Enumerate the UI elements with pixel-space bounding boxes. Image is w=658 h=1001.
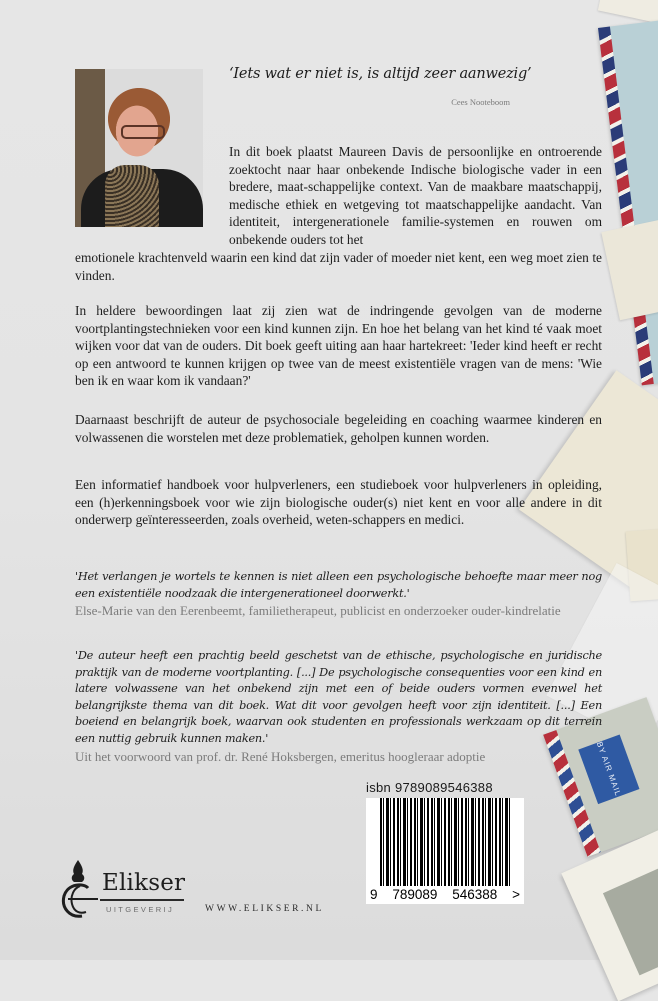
barcode-digit-group: > <box>512 887 520 902</box>
body-paragraph-4: Een informatief handboek voor hulpverleners, een studieboek voor hulpverleners in opleiding, een (h)erkenningsboek voor wie zijn biologische ouder(s) niet kent en voor alle andere in dit onderwerp geïnteresseerden, zoals overheid, weten-schappers en medici. <box>75 477 602 528</box>
isbn-barcode <box>366 798 524 904</box>
barcode-digits <box>369 887 521 902</box>
review-attribution: Uit het voorwoord van prof. dr. René Hoksbergen, emeritus hoogleraar adoptie <box>75 749 486 764</box>
publisher-logo-icon <box>58 858 98 922</box>
barcode-digit-group: 546388 <box>452 887 498 902</box>
publisher-website: WWW.ELIKSER.NL <box>205 904 324 914</box>
envelope-decoration <box>601 220 658 321</box>
publisher-name: Elikser <box>102 870 186 896</box>
motto-quote: ‘Iets wat er niet is, is altijd zeer aanwezig’ <box>229 66 532 82</box>
barcode-bars <box>380 798 512 886</box>
body-paragraph-1-continued: emotionele krachtenveld waarin een kind dat zijn vader of moeder niet kent, een weg moet zien te vinden. <box>75 250 602 283</box>
isbn-label: isbn 9789089546388 <box>366 780 493 795</box>
airmail-envelope-decoration <box>598 18 658 385</box>
review-quote: 'De auteur heeft een prachtig beeld geschetst van de ethische, psychologische en juridische praktijk van de moderne voortplanting. [...] De psychologische consequenties voor een kind en latere volwassene van het onbekend zijn met een of beide ouders vormen evenwel het belangrijkste thema van dit boek. Wat dit voor gevolgen heeft voor zijn identiteit. [...] Een boeiend en belangrijk boek, waarvan ook studenten en professionals werkzaam op dit terrein een nuttig gebruik kunnen maken.' <box>75 649 602 745</box>
author-photo-scarf <box>105 165 159 227</box>
author-photo <box>75 69 203 227</box>
airmail-stripes <box>598 27 654 386</box>
body-paragraph-3: Daarnaast beschrijft de auteur de psychosociale begeleiding en coaching waarmee kinderen en volwassenen die worstelen met deze problematiek, geholpen kunnen worden. <box>75 412 602 445</box>
photo-in-envelope <box>603 861 658 976</box>
author-photo-glasses <box>121 125 165 139</box>
review-quote: 'Het verlangen je wortels te kennen is niet alleen een psychologische behoefte maar meer nog een existentiële noodzaak die intergenerationeel doorwerkt.' <box>75 570 602 600</box>
body-paragraph-2: In heldere bewoordingen laat zij zien wat de indringende gevolgen van de moderne voortplantingstechnieken voor een kind kunnen zijn. En hoe het belang van het kind té vaak moet wijken voor dat van de ouders. Dit boek geeft uiting aan haar hartekreet: 'Ieder kind heeft er recht op een antwoord te kunnen krijgen op twee van de meest existentiële vragen van de mens: 'Wie ben ik en waar kom ik vandaan?' <box>75 303 602 389</box>
envelope-decoration <box>561 829 658 1001</box>
airmail-label: BY AIR MAIL <box>578 735 639 805</box>
logo-divider <box>100 899 184 901</box>
motto-author: Cees Nooteboom <box>451 97 510 107</box>
publisher-subtitle: UITGEVERIJ <box>106 905 175 914</box>
body-paragraph-1: In dit boek plaatst Maureen Davis de persoonlijke en ontroerende zoektocht naar haar onbekende Indische biologische vader in een bredere, maat-schappelijke context. Van de maakbare maatschappij, medische ethiek en wetgeving tot maatschappelijke aandacht. Van identiteit, intergenerationele familie-systemen en rouwen om onbekende ouders tot het <box>229 144 602 247</box>
barcode-digit-group: 9 <box>370 887 378 902</box>
review-attribution: Else-Marie van den Eerenbeemt, familietherapeut, publicist en onderzoeker ouder-kindrelatie <box>75 603 561 618</box>
barcode-digit-group: 789089 <box>392 887 438 902</box>
